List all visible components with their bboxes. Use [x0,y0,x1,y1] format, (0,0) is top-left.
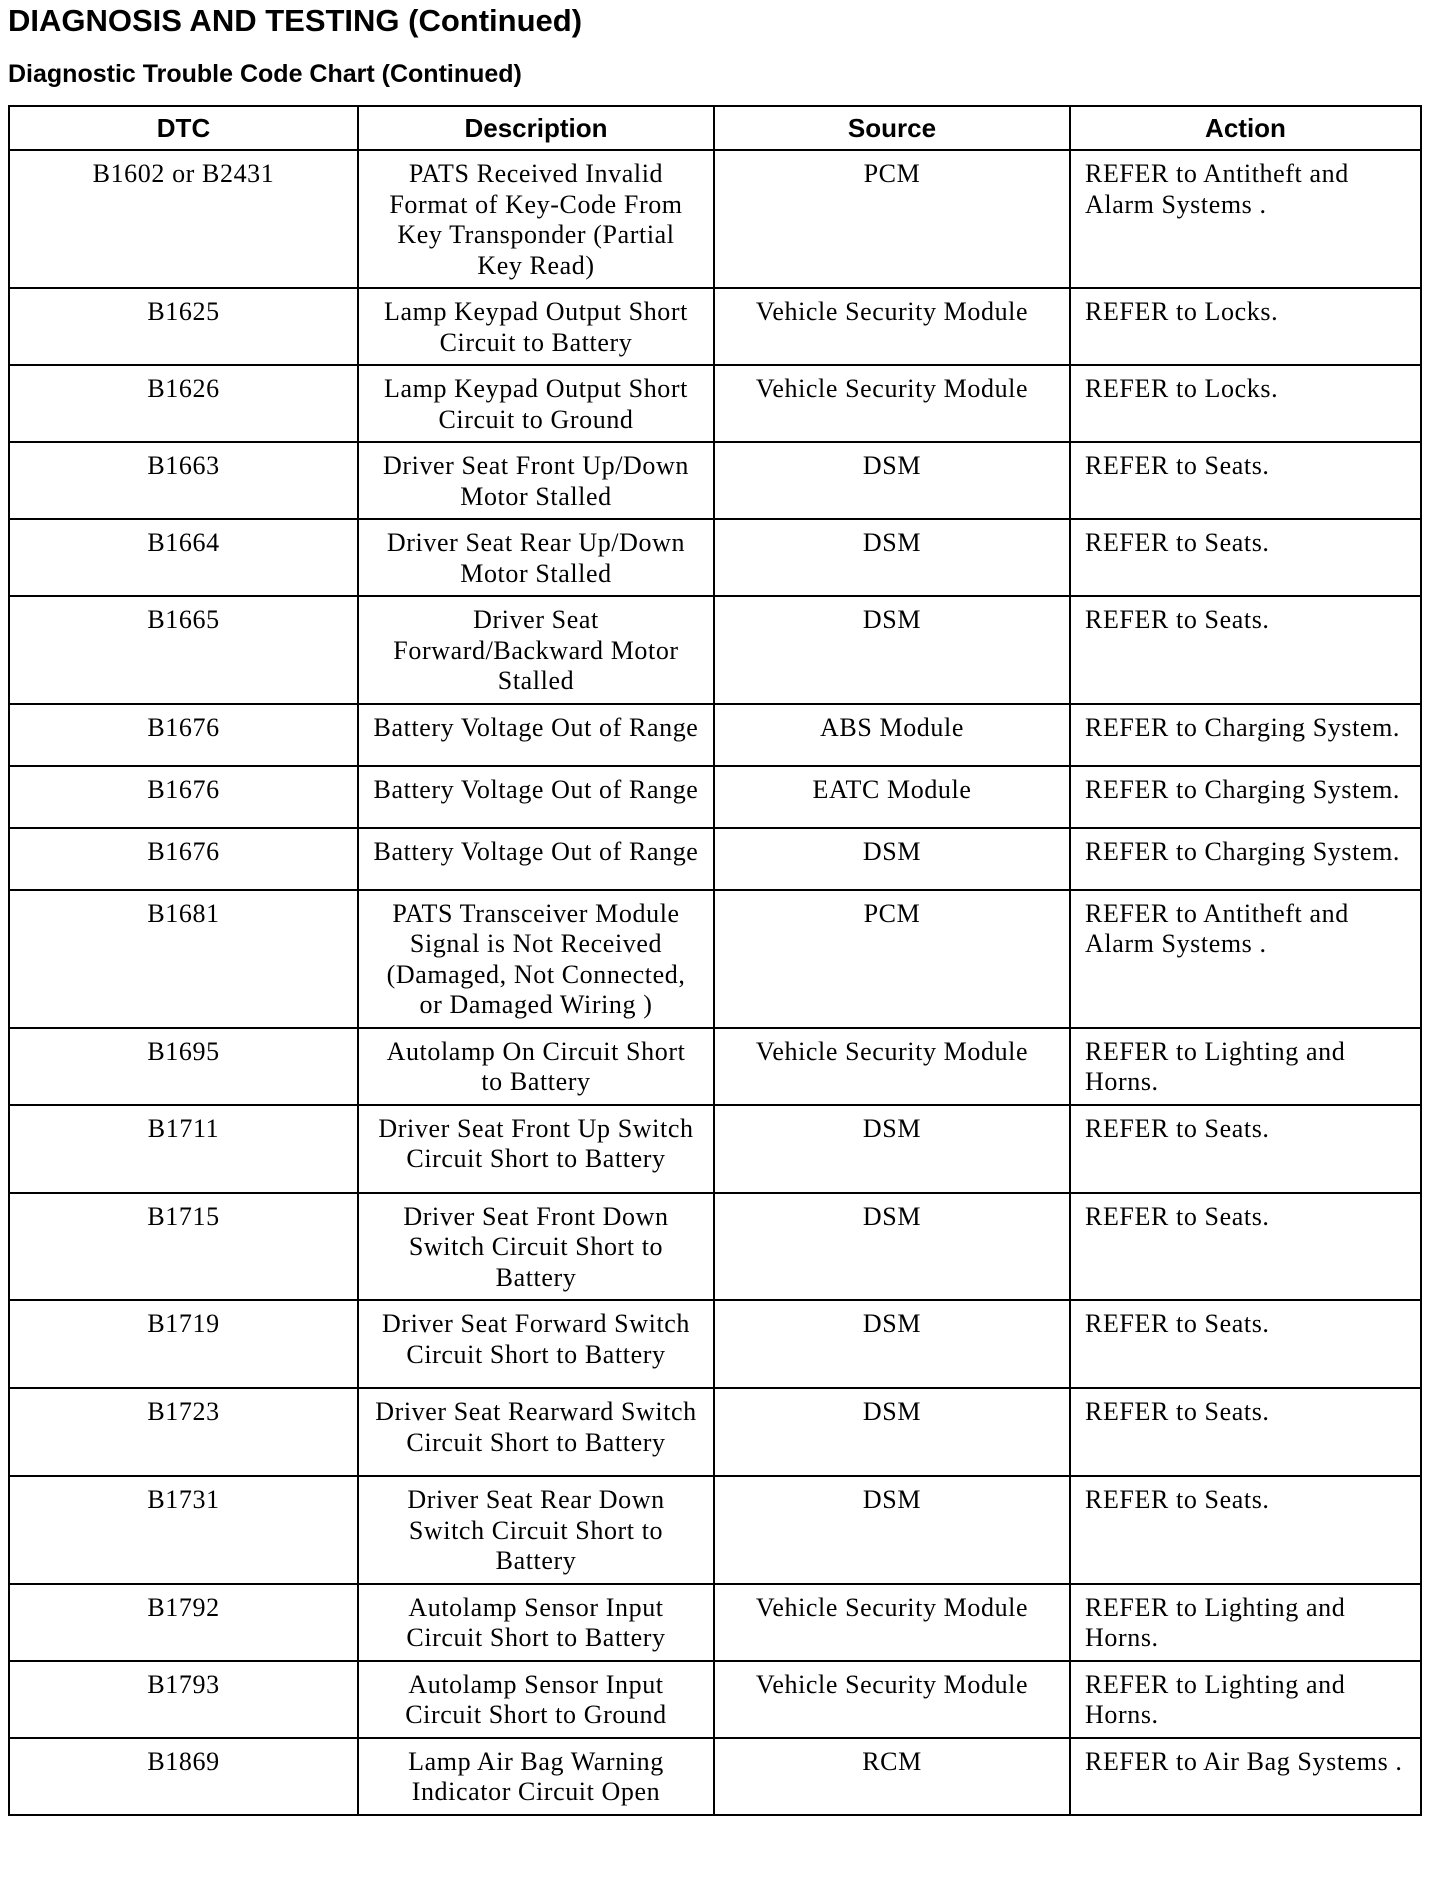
action-cell: REFER to Charging System. [1070,828,1421,890]
source-cell: Vehicle Security Module [714,288,1070,365]
dtc-code-cell: B1602 or B2431 [9,150,358,288]
description-cell: Autolamp On Circuit Short to Battery [358,1028,714,1105]
table-row [9,288,1421,365]
action-cell: REFER to Locks. [1070,288,1421,365]
source-cell: Vehicle Security Module [714,1028,1070,1105]
source-cell: DSM [714,828,1070,890]
table-row [9,1028,1421,1105]
dtc-code-cell: B1719 [9,1300,358,1388]
table-row [9,365,1421,442]
source-cell: DSM [714,1193,1070,1301]
page-title: DIAGNOSIS AND TESTING (Continued) [8,3,583,38]
action-cell: REFER to Lighting and Horns. [1070,1661,1421,1738]
description-cell: Driver Seat Forward/Backward Motor Stalled [358,596,714,704]
action-cell: REFER to Charging System. [1070,704,1421,766]
table-row [9,150,1421,288]
action-cell: REFER to Seats. [1070,1476,1421,1584]
dtc-code-cell: B1793 [9,1661,358,1738]
description-cell: Battery Voltage Out of Range [358,766,714,828]
table-row [9,1738,1421,1815]
source-cell: ABS Module [714,704,1070,766]
dtc-code-cell: B1663 [9,442,358,519]
source-cell: DSM [714,1105,1070,1193]
dtc-code-cell: B1681 [9,890,358,1028]
dtc-code-cell: B1676 [9,828,358,890]
table-row [9,828,1421,890]
description-cell: Lamp Keypad Output Short Circuit to Ground [358,365,714,442]
description-cell: Driver Seat Front Up Switch Circuit Short to Battery [358,1105,714,1193]
table-row [9,766,1421,828]
source-cell: EATC Module [714,766,1070,828]
source-cell: Vehicle Security Module [714,1584,1070,1661]
table-row [9,442,1421,519]
source-cell: DSM [714,519,1070,596]
table-row [9,1388,1421,1476]
dtc-code-cell: B1792 [9,1584,358,1661]
action-cell: REFER to Charging System. [1070,766,1421,828]
column-header-dtc: DTC [9,106,358,150]
dtc-code-cell: B1869 [9,1738,358,1815]
action-cell: REFER to Air Bag Systems . [1070,1738,1421,1815]
description-cell: Driver Seat Front Up/Down Motor Stalled [358,442,714,519]
source-cell: RCM [714,1738,1070,1815]
dtc-code-cell: B1676 [9,704,358,766]
section-title: Diagnostic Trouble Code Chart (Continued) [8,60,522,88]
source-cell: PCM [714,890,1070,1028]
description-cell: PATS Received Invalid Format of Key-Code From Key Transponder (Partial Key Read) [358,150,714,288]
source-cell: PCM [714,150,1070,288]
action-cell: REFER to Locks. [1070,365,1421,442]
table-header-row [9,106,1421,150]
dtc-code-cell: B1626 [9,365,358,442]
table-row [9,1105,1421,1193]
description-cell: Driver Seat Rear Up/Down Motor Stalled [358,519,714,596]
description-cell: Driver Seat Front Down Switch Circuit Short to Battery [358,1193,714,1301]
table-row [9,1300,1421,1388]
dtc-code-cell: B1715 [9,1193,358,1301]
source-cell: DSM [714,1388,1070,1476]
column-header-source: Source [714,106,1070,150]
description-cell: Driver Seat Forward Switch Circuit Short to Battery [358,1300,714,1388]
description-cell: Battery Voltage Out of Range [358,828,714,890]
description-cell: Driver Seat Rear Down Switch Circuit Short to Battery [358,1476,714,1584]
table-row [9,890,1421,1028]
action-cell: REFER to Antitheft and Alarm Systems . [1070,890,1421,1028]
table-row [9,1193,1421,1301]
dtc-code-cell: B1711 [9,1105,358,1193]
source-cell: DSM [714,1476,1070,1584]
action-cell: REFER to Seats. [1070,1388,1421,1476]
column-header-description: Description [358,106,714,150]
description-cell: Driver Seat Rearward Switch Circuit Short to Battery [358,1388,714,1476]
table-body [9,150,1421,1815]
action-cell: REFER to Seats. [1070,1300,1421,1388]
action-cell: REFER to Seats. [1070,1105,1421,1193]
column-header-action: Action [1070,106,1421,150]
description-cell: Autolamp Sensor Input Circuit Short to Ground [358,1661,714,1738]
description-cell: Autolamp Sensor Input Circuit Short to Battery [358,1584,714,1661]
dtc-code-cell: B1676 [9,766,358,828]
dtc-code-cell: B1695 [9,1028,358,1105]
action-cell: REFER to Seats. [1070,1193,1421,1301]
dtc-code-cell: B1723 [9,1388,358,1476]
dtc-code-cell: B1731 [9,1476,358,1584]
action-cell: REFER to Seats. [1070,519,1421,596]
source-cell: Vehicle Security Module [714,1661,1070,1738]
dtc-code-cell: B1664 [9,519,358,596]
description-cell: Lamp Air Bag Warning Indicator Circuit Open [358,1738,714,1815]
source-cell: DSM [714,596,1070,704]
description-cell: PATS Transceiver Module Signal is Not Received (Damaged, Not Connected, or Damaged Wiring ) [358,890,714,1028]
action-cell: REFER to Antitheft and Alarm Systems . [1070,150,1421,288]
source-cell: DSM [714,442,1070,519]
action-cell: REFER to Seats. [1070,596,1421,704]
description-cell: Lamp Keypad Output Short Circuit to Battery [358,288,714,365]
source-cell: Vehicle Security Module [714,365,1070,442]
action-cell: REFER to Lighting and Horns. [1070,1584,1421,1661]
action-cell: REFER to Lighting and Horns. [1070,1028,1421,1105]
table-row [9,596,1421,704]
table-row [9,1584,1421,1661]
table-row [9,704,1421,766]
table-row [9,519,1421,596]
description-cell: Battery Voltage Out of Range [358,704,714,766]
dtc-code-cell: B1625 [9,288,358,365]
dtc-table [8,105,1422,1816]
action-cell: REFER to Seats. [1070,442,1421,519]
table-row [9,1476,1421,1584]
dtc-code-cell: B1665 [9,596,358,704]
source-cell: DSM [714,1300,1070,1388]
table-row [9,1661,1421,1738]
